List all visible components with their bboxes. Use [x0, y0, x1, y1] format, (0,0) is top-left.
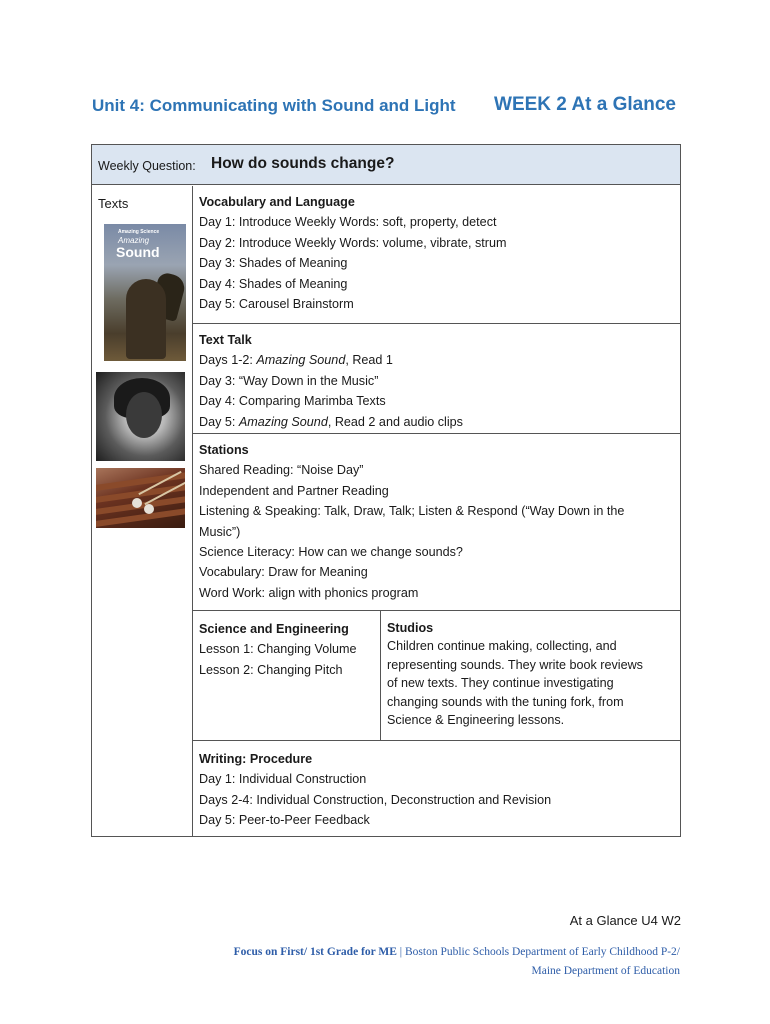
vocabulary-item: Day 4: Shades of Meaning — [199, 276, 348, 291]
text-talk-prefix: Days 1-2: — [199, 353, 257, 368]
text-talk-prefix: Day 5: — [199, 414, 239, 429]
studios-text-line: representing sounds. They write book reviews — [387, 657, 643, 672]
science-heading: Science and Engineering — [199, 622, 349, 636]
stations-item: Independent and Partner Reading — [199, 483, 389, 498]
text-talk-prefix: Day 4: Comparing Marimba Texts — [199, 394, 386, 409]
text-talk-suffix: , Read 2 and audio clips — [327, 414, 463, 429]
writing-item: Day 5: Peer-to-Peer Feedback — [199, 813, 370, 828]
amazing-sound-book-cover-image — [104, 224, 186, 361]
studios-text-line: of new texts. They continue investigating — [387, 676, 614, 691]
credit-department: Maine Department of Education — [531, 965, 680, 977]
weekly-question-text: How do sounds change? — [211, 155, 395, 172]
credit-line — [160, 943, 680, 981]
writing-heading: Writing: Procedure — [199, 752, 313, 766]
text-talk-italic-title: Amazing Sound — [238, 414, 328, 429]
science-item: Lesson 2: Changing Pitch — [199, 662, 343, 677]
text-talk-suffix: , Read 1 — [345, 353, 393, 368]
studios-section — [381, 611, 681, 740]
vocabulary-item: Day 1: Introduce Weekly Words: soft, property, detect — [199, 215, 497, 230]
stations-section — [193, 434, 681, 611]
marimba-photo-image — [96, 468, 185, 528]
writing-item: Day 1: Individual Construction — [199, 772, 367, 787]
weekly-question-bar — [92, 145, 680, 185]
credit-program-name: Focus on First/ 1st Grade for ME — [233, 946, 397, 958]
writing-section — [193, 741, 681, 837]
vocabulary-item: Day 3: Shades of Meaning — [199, 256, 348, 271]
text-talk-heading: Text Talk — [199, 333, 252, 347]
studios-text-line: Science & Engineering lessons. — [387, 713, 565, 728]
stations-item: Science Literacy: How can we change sounds? — [199, 545, 463, 560]
texts-label: Texts — [98, 196, 129, 211]
text-talk-italic-title: Amazing Sound — [256, 353, 346, 368]
stations-item: Vocabulary: Draw for Meaning — [199, 565, 368, 580]
book-title-bottom: Sound — [116, 244, 160, 260]
text-talk-item — [193, 412, 681, 432]
credit-organizations: | Boston Public Schools Department of Early Childhood P-2/ — [396, 946, 680, 958]
text-talk-item — [193, 371, 681, 391]
texts-column — [92, 186, 193, 837]
weekly-question-label: Weekly Question: — [98, 159, 196, 173]
text-talk-item — [193, 350, 681, 370]
mallet-head — [132, 498, 142, 508]
page-footer-label: At a Glance U4 W2 — [569, 913, 681, 928]
vocabulary-item: Day 5: Carousel Brainstorm — [199, 297, 354, 312]
stations-item: Music”) — [199, 524, 241, 539]
book-figure-shape — [126, 279, 166, 359]
stations-item: Shared Reading: “Noise Day” — [199, 463, 364, 478]
page-header — [92, 96, 682, 122]
vocabulary-item: Day 2: Introduce Weekly Words: volume, vibrate, strum — [199, 235, 507, 250]
studios-text-line: Children continue making, collecting, and — [387, 639, 617, 654]
stations-item: Listening & Speaking: Talk, Draw, Talk; Listen & Respond (“Way Down in the — [199, 504, 625, 519]
book-title-top: Amazing — [118, 236, 150, 245]
unit-title: Unit 4: Communicating with Sound and Light — [92, 96, 456, 115]
portrait-face-shape — [126, 392, 162, 438]
science-engineering-section — [193, 611, 381, 740]
text-talk-prefix: Day 3: “Way Down in the Music” — [199, 373, 379, 388]
studios-text-line: changing sounds with the tuning fork, from — [387, 694, 624, 709]
writing-item: Days 2-4: Individual Construction, Deconstruction and Revision — [199, 792, 552, 807]
musician-portrait-image — [96, 372, 185, 461]
vocabulary-section — [193, 186, 681, 324]
studios-heading: Studios — [387, 621, 434, 635]
text-talk-item — [193, 391, 681, 411]
science-item: Lesson 1: Changing Volume — [199, 642, 357, 657]
mallet-head — [144, 504, 154, 514]
stations-item: Word Work: align with phonics program — [199, 585, 419, 600]
week-title: WEEK 2 At a Glance — [494, 94, 676, 115]
book-series-label: Amazing Science — [118, 229, 160, 235]
vocabulary-heading: Vocabulary and Language — [199, 195, 355, 209]
at-a-glance-table — [91, 144, 681, 837]
text-talk-section — [193, 324, 681, 434]
stations-heading: Stations — [199, 443, 249, 457]
science-studios-row — [193, 611, 681, 741]
